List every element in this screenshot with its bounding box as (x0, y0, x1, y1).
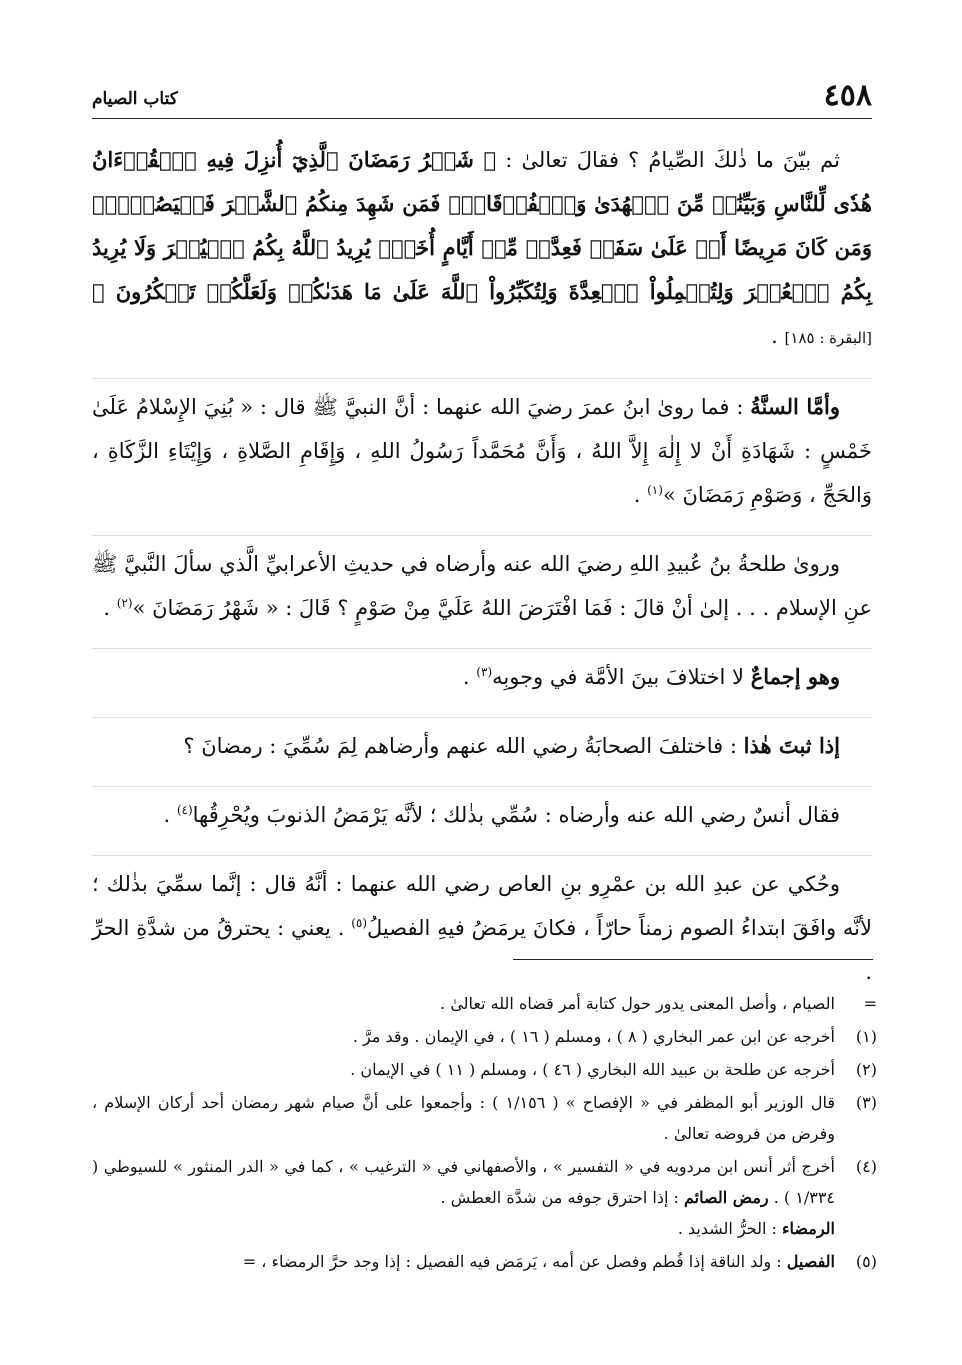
footnote-marker: (٢) (116, 596, 133, 610)
paragraph-text: : فاختلفَ الصحابَةُ رضي الله عنهم وأرضاهم لِمَ سُمِّيَ : رمضانَ ؟ (183, 734, 737, 758)
running-title: كتاب الصيام (92, 89, 178, 109)
footnote-term: الرمضاء (782, 1219, 835, 1238)
footnote-number: (٥) (855, 1252, 877, 1271)
verse-reference: [البقرة : ١٨٥] (784, 329, 872, 347)
footnote-marker: (٣) (476, 665, 493, 679)
page-header (92, 78, 872, 119)
paragraph-text: فقال أنسٌ رضي الله عنه وأرضاه : سُمِّي بذٰلك ؛ لأنَّه يَرْمَضُ الذنوبَ ويُحْرِقُها (192, 803, 840, 827)
footnote-continuation (92, 988, 877, 1019)
sentence-end: . (103, 596, 111, 620)
footnote-separator (513, 959, 873, 960)
footnotes (92, 988, 877, 1279)
sentence-end: . (633, 483, 641, 507)
footnote-1 (92, 1021, 877, 1052)
sentence-end: . (163, 803, 171, 827)
footnote-definition: : إذا احترق جوفه من شدَّة العطش . (440, 1188, 679, 1207)
footnote-text: الصيام ، وأصل المعنى يدور حول كتابة أمر قضاه الله تعالىٰ . (440, 994, 835, 1013)
sentence-end: . (771, 324, 778, 348)
footnote-definition: : الحرُّ الشديد . (677, 1219, 777, 1238)
page-number: ٤٥٨ (823, 78, 872, 113)
paragraph-text: وحُكي عن عبدِ الله بن عمْرِو بنِ العاص رضي الله عنهما : أنَّهُ قال : إنَّما سمِّيَ بذٰلك ؛ لأنَّه وافَقَ ابتداءُ الصوم زمناً حارّاً ، فكانَ يرمَضُ فيهِ الفصيلُ (92, 872, 872, 940)
footnote-marker: (٤) (176, 803, 193, 817)
paragraph-text: : فما روىٰ ابنُ عمرَ رضيَ الله عنهما : أنَّ النبيَّ ﷺ قال : « بُنِيَ الإِسْلامُ عَلَىٰ خَمْسٍ : شَهَادَةِ أَنْ لا إِلٰهَ إِلاَّ اللهُ ، وَأَنَّ مُحَمَّداً رَسُولُ اللهِ ، وَإِقَامِ الصَّلاةِ ، وَإِيْتَاءِ الزَّكَاةِ ، وَالحَجِّ ، وَصَوْمِ رَمَضَانَ » (92, 395, 872, 507)
footnote-term: الفصيل (786, 1252, 835, 1271)
footnote-body (92, 1246, 835, 1277)
footnote-text: أخرج أثر أنس ابن مردويه في « التفسير » ، والأصفهاني في « الترغيب » ، كما في « الدر المنثور » للسيوطي ( ١/٣٣٤ ) . (92, 1157, 835, 1207)
main-text (92, 138, 872, 1012)
paragraph-text: وروىٰ طلحةُ بنُ عُبيدِ اللهِ رضيَ الله عنه وأرضاه في حديثِ الأعرابيِّ الَّذي سألَ النَّبيَّ ﷺ عنِ الإسلام . . . إلىٰ أنْ قالَ : فَمَا افْتَرَضَ اللهُ عَلَيَّ مِنْ صَوْمٍ ؟ قَالَ : « شَهْرُ رَمَضَانَ » (92, 552, 872, 620)
footnote-text: أخرجه عن طلحة بن عبيد الله البخاري ( ٤٦ ) ، ومسلم ( ١١ ) في الإيمان . (350, 1060, 835, 1079)
paragraph-lead: وهو إجماعٌ (750, 664, 840, 689)
footnote-marker: (١) (647, 483, 663, 497)
footnote-term: رمض الصائم (684, 1188, 769, 1207)
paragraph-tail: . يعني : يحترقُ من شدَّةِ الحرِّ . (92, 916, 872, 984)
footnote-3 (92, 1087, 877, 1149)
paragraph-lead: إذا ثبتَ هٰذا (743, 733, 840, 758)
paragraph-anas (92, 786, 872, 837)
footnote-2 (92, 1054, 877, 1085)
paragraph-ibn-amr (92, 855, 872, 994)
footnote-number: (٤) (855, 1157, 877, 1176)
footnote-text: قال الوزير أبو المظفر في « الإفصاح » ( ١/١٥٦ ) : وأجمعوا على أنَّ صيام شهر رمضان أحد أركان الإسلام ، وفرض من فروضه تعالىٰ . (92, 1093, 835, 1143)
footnote-number: (١) (855, 1027, 877, 1046)
paragraph-talha (92, 535, 872, 630)
paragraph-ijma (92, 648, 872, 699)
paragraph-quran (92, 138, 872, 360)
footnote-body (92, 1151, 835, 1244)
footnote-number: (٣) (855, 1093, 877, 1112)
paragraph-text: لا اختلافَ بينَ الأمَّة في وجوبِه (492, 665, 745, 689)
paragraph-naming (92, 717, 872, 768)
footnote-definition: : ولد الناقة إذا فُطم وفصل عن أمه ، يَرمَض فيه الفصيل : إذا وجد حرَّ الرمضاء ، = (242, 1252, 782, 1271)
footnote-number: = (863, 994, 877, 1013)
paragraph-intro: ثم بيّنَ ما ذٰلكَ الصِّيامُ ؟ فقالَ تعالىٰ : (505, 148, 840, 172)
paragraph-lead: وأمَّا السنَّةُ (750, 394, 840, 419)
quran-verse: ﴿ شَهۡرُ رَمَضَانَ ٱلَّذِيٓ أُنزِلَ فِيهِ ٱلۡقُرۡءَانُ هُدٗى لِّلنَّاسِ وَبَيِّنَٰتٖ مِّنَ ٱلۡهُدَىٰ وَٱلۡفُرۡقَانِۚ فَمَن شَهِدَ مِنكُمُ ٱلشَّهۡرَ فَلۡيَصُمۡهُۖ وَمَن كَانَ مَرِيضًا أَوۡ عَلَىٰ سَفَرٖ فَعِدَّةٞ مِّنۡ أَيَّامٍ أُخَرَۗ يُرِيدُ ٱللَّهُ بِكُمُ ٱلۡيُسۡرَ وَلَا يُرِيدُ بِكُمُ ٱلۡعُسۡرَ وَلِتُكۡمِلُواْ ٱلۡعِدَّةَ وَلِتُكَبِّرُواْ ٱللَّهَ عَلَىٰ مَا هَدَىٰكُمۡ وَلَعَلَّكُمۡ تَشۡكُرُونَ ﴾ (92, 147, 872, 304)
paragraph-sunnah (92, 378, 872, 517)
sentence-end: . (462, 665, 470, 689)
footnote-text: أخرجه عن ابن عمر البخاري ( ٨ ) ، ومسلم ( ١٦ ) ، في الإيمان . وقد مرَّ . (352, 1027, 835, 1046)
footnote-marker: (٥) (351, 916, 368, 930)
footnote-4 (92, 1151, 877, 1244)
footnote-number: (٢) (855, 1060, 877, 1079)
footnote-5 (92, 1246, 877, 1277)
